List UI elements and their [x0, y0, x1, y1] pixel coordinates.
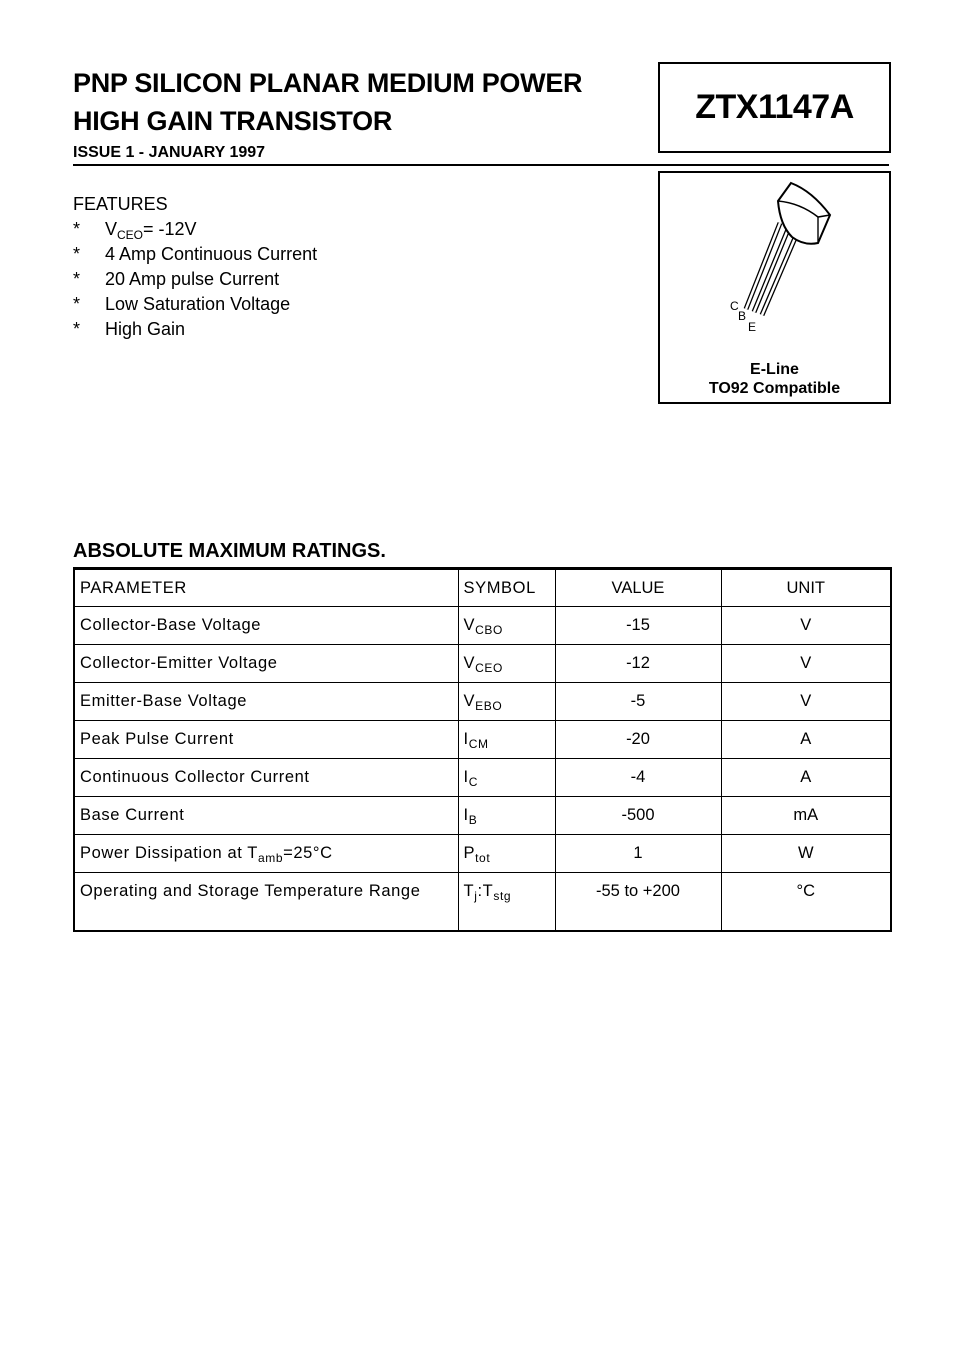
table-row [74, 645, 891, 683]
bullet: * [73, 269, 81, 289]
value-cell: -12 [555, 645, 721, 683]
symbol-cell [458, 683, 555, 721]
unit-cell: °C [721, 873, 891, 931]
column-header-symbol: SYMBOL [458, 569, 555, 607]
pin-label-emitter: E [748, 320, 757, 334]
parameter-text: =25°C [283, 844, 333, 863]
value-cell: 1 [555, 835, 721, 873]
title-line-2: HIGH GAIN TRANSISTOR [73, 106, 393, 136]
symbol-cell [458, 645, 555, 683]
vceo-symbol: V [105, 219, 118, 239]
value-cell: -4 [555, 759, 721, 797]
symbol-subscript: EBO [475, 699, 503, 714]
symbol-letter: V [463, 616, 476, 635]
part-number: ZTX1147A [695, 88, 854, 126]
parameter-cell [74, 835, 458, 873]
table-row [74, 683, 891, 721]
symbol-subscript: B [468, 813, 478, 828]
pin-label-base: B [738, 309, 747, 323]
parameter-cell: Operating and Storage Temperature Range [74, 873, 458, 931]
package-compat: TO92 Compatible [708, 380, 841, 397]
feature-item [73, 245, 317, 263]
feature-text: 4 Amp Continuous Current [105, 244, 318, 264]
symbol-subscript: CBO [475, 623, 503, 638]
table-row [74, 797, 891, 835]
feature-text: Low Saturation Voltage [105, 294, 291, 314]
symbol-cell [458, 607, 555, 645]
table-row [74, 721, 891, 759]
package-name: E-Line [750, 361, 799, 378]
symbol-subscript: tot [475, 851, 491, 866]
symbol-cell [458, 873, 555, 931]
symbol-letter: I [463, 730, 469, 749]
pin-label-collector: C [730, 299, 739, 313]
unit-cell: A [721, 721, 891, 759]
parameter-cell: Collector-Emitter Voltage [74, 645, 458, 683]
header-rule [73, 164, 889, 166]
value-cell: -500 [555, 797, 721, 835]
symbol-letter: I [463, 768, 469, 787]
symbol-subscript: CM [468, 737, 489, 752]
symbol-subscript: stg [493, 889, 512, 903]
unit-cell: A [721, 759, 891, 797]
package-box [658, 171, 891, 404]
symbol-letter: V [463, 692, 476, 711]
table-row [74, 873, 891, 931]
parameter-cell: Collector-Base Voltage [74, 607, 458, 645]
bullet: * [73, 219, 81, 239]
symbol-letter: I [463, 806, 469, 825]
column-header-parameter: PARAMETER [74, 569, 458, 607]
ratings-table [73, 567, 892, 932]
parameter-cell: Emitter-Base Voltage [74, 683, 458, 721]
symbol-letter: T [463, 882, 475, 900]
symbol-cell [458, 797, 555, 835]
parameter-cell: Base Current [74, 797, 458, 835]
vceo-subscript: CEO [117, 228, 144, 242]
unit-cell: V [721, 607, 891, 645]
value-cell: -55 to +200 [555, 873, 721, 931]
symbol-letter: :T [477, 882, 494, 900]
symbol-subscript: C [468, 775, 478, 790]
part-number-box [658, 62, 891, 153]
feature-item [73, 295, 290, 313]
table-row [74, 835, 891, 873]
ratings-heading: ABSOLUTE MAXIMUM RATINGS. [73, 540, 386, 562]
parameter-text: Power Dissipation at T [80, 844, 258, 863]
parameter-cell: Peak Pulse Current [74, 721, 458, 759]
issue-date: ISSUE 1 - JANUARY 1997 [73, 144, 266, 161]
symbol-subscript: j [474, 889, 478, 903]
value-cell: -5 [555, 683, 721, 721]
column-header-value: VALUE [555, 569, 721, 607]
parameter-subscript: amb [257, 851, 284, 866]
table-header-row [74, 569, 891, 607]
unit-cell: V [721, 645, 891, 683]
column-header-unit: UNIT [721, 569, 891, 607]
title-line-1: PNP SILICON PLANAR MEDIUM POWER [73, 68, 583, 98]
symbol-subscript: CEO [475, 661, 503, 676]
symbol-cell [458, 759, 555, 797]
feature-item [73, 219, 197, 242]
unit-cell: W [721, 835, 891, 873]
feature-item [73, 320, 185, 338]
symbol-cell [458, 835, 555, 873]
feature-item [73, 270, 279, 288]
unit-cell: V [721, 683, 891, 721]
table-row [74, 607, 891, 645]
symbol-letter: V [463, 654, 476, 673]
parameter-cell: Continuous Collector Current [74, 759, 458, 797]
table-row [74, 759, 891, 797]
value-cell: -15 [555, 607, 721, 645]
bullet: * [73, 319, 81, 339]
bullet: * [73, 244, 81, 264]
symbol-letter: P [463, 844, 476, 863]
bullet: * [73, 294, 81, 314]
vceo-value: = -12V [143, 219, 197, 239]
value-cell: -20 [555, 721, 721, 759]
symbol-cell [458, 721, 555, 759]
unit-cell: mA [721, 797, 891, 835]
feature-text: High Gain [105, 319, 186, 339]
feature-text: 20 Amp pulse Current [105, 269, 280, 289]
features-heading: FEATURES [73, 194, 168, 214]
